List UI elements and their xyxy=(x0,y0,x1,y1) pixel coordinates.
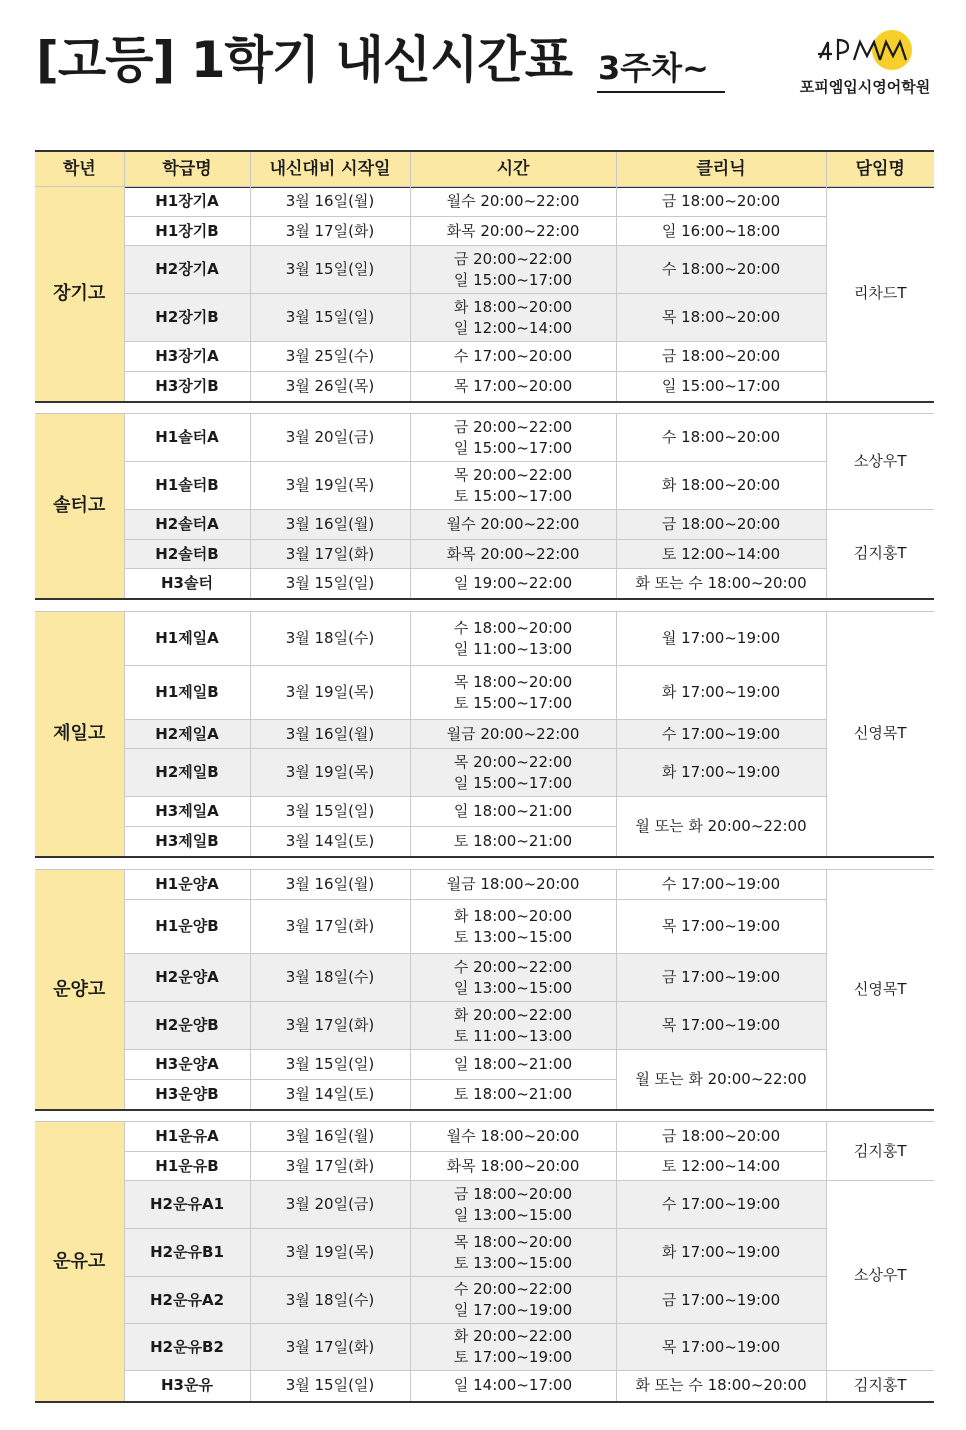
start-date: 3월 16일(월) xyxy=(250,870,410,900)
class-time xyxy=(410,1080,616,1110)
class-name: H3제일A xyxy=(124,797,250,827)
clinic-time: 수 18:00~20:00 xyxy=(616,246,826,294)
teacher-name: 김지홍T xyxy=(826,1371,934,1402)
clinic-time: 화 또는 수 18:00~20:00 xyxy=(616,1371,826,1402)
table-row xyxy=(35,1181,934,1229)
start-date: 3월 17일(화) xyxy=(250,217,410,246)
time-line: 목 20:00~22:00 xyxy=(453,752,573,771)
start-date: 3월 17일(화) xyxy=(250,1324,410,1371)
school-section xyxy=(35,611,934,858)
class-name: H1운유A xyxy=(124,1122,250,1152)
clinic-time: 수 17:00~19:00 xyxy=(616,870,826,900)
start-date: 3월 15일(일) xyxy=(250,246,410,294)
start-date: 3월 26일(목) xyxy=(250,372,410,402)
class-time xyxy=(410,1002,616,1050)
class-time xyxy=(410,954,616,1002)
time-line: 토 18:00~21:00 xyxy=(453,831,573,850)
table-row xyxy=(35,720,934,749)
time-line: 화목 20:00~22:00 xyxy=(446,544,580,563)
clinic-time: 월 또는 화 20:00~22:00 xyxy=(616,1050,826,1110)
class-name: H1장기B xyxy=(124,217,250,246)
table-row xyxy=(35,1277,934,1324)
table-row xyxy=(35,797,934,827)
time-line: 목 18:00~20:00 xyxy=(453,1232,573,1251)
time-line: 목 18:00~20:00 xyxy=(453,672,573,691)
start-date: 3월 15일(일) xyxy=(250,1371,410,1402)
col-header-start-date: 내신대비 시작일 xyxy=(250,151,410,188)
time-line: 화 20:00~22:00 xyxy=(453,1005,573,1024)
class-name: H2운유B2 xyxy=(124,1324,250,1371)
class-time xyxy=(410,797,616,827)
start-date: 3월 15일(일) xyxy=(250,569,410,599)
clinic-time: 월 또는 화 20:00~22:00 xyxy=(616,797,826,857)
clinic-time: 수 17:00~19:00 xyxy=(616,1181,826,1229)
school-name: 운유고 xyxy=(35,1122,124,1402)
table-row xyxy=(35,462,934,510)
start-date: 3월 18일(수) xyxy=(250,1277,410,1324)
time-line: 화목 18:00~20:00 xyxy=(446,1156,580,1175)
clinic-time: 토 12:00~14:00 xyxy=(616,540,826,569)
class-name: H3제일B xyxy=(124,827,250,857)
class-time xyxy=(410,462,616,510)
class-name: H1제일B xyxy=(124,666,250,720)
col-header-grade: 학년 xyxy=(35,151,124,188)
table-row xyxy=(35,1152,934,1181)
page-title: [고등] 1학기 내신시간표 xyxy=(36,31,573,89)
table-row xyxy=(35,540,934,569)
table-row xyxy=(35,666,934,720)
class-time xyxy=(410,342,616,372)
class-name: H3장기B xyxy=(124,372,250,402)
class-time xyxy=(410,827,616,857)
class-name: H2운유A2 xyxy=(124,1277,250,1324)
class-time xyxy=(410,666,616,720)
time-line: 일 14:00~17:00 xyxy=(453,1376,573,1395)
table-row xyxy=(35,1229,934,1277)
school-name: 장기고 xyxy=(35,187,124,402)
clinic-time: 화 18:00~20:00 xyxy=(616,462,826,510)
clinic-time: 금 18:00~20:00 xyxy=(616,342,826,372)
start-date: 3월 14일(토) xyxy=(250,1080,410,1110)
table-row xyxy=(35,1371,934,1402)
class-name: H3운양A xyxy=(124,1050,250,1080)
timetable-header xyxy=(35,150,934,188)
start-date: 3월 19일(목) xyxy=(250,749,410,797)
time-line: 월금 20:00~22:00 xyxy=(446,724,580,743)
time-line: 화목 20:00~22:00 xyxy=(446,221,580,240)
subtitle-underline xyxy=(597,91,725,93)
table-row xyxy=(35,294,934,342)
time-line: 일 15:00~17:00 xyxy=(453,438,573,457)
teacher-name: 김지홍T xyxy=(826,1122,934,1181)
school-name: 솔터고 xyxy=(35,414,124,599)
clinic-time: 금 18:00~20:00 xyxy=(616,1122,826,1152)
class-time xyxy=(410,294,616,342)
clinic-time: 일 15:00~17:00 xyxy=(616,372,826,402)
clinic-time: 목 17:00~19:00 xyxy=(616,1324,826,1371)
time-line: 월금 18:00~20:00 xyxy=(446,875,580,893)
start-date: 3월 18일(수) xyxy=(250,954,410,1002)
table-row xyxy=(35,342,934,372)
time-line: 토 11:00~13:00 xyxy=(453,1026,573,1045)
col-header-clinic: 클리닉 xyxy=(616,151,826,188)
class-name: H3장기A xyxy=(124,342,250,372)
table-row xyxy=(35,510,934,540)
teacher-name: 리차드T xyxy=(826,187,934,402)
time-line: 월수 18:00~20:00 xyxy=(446,1127,580,1145)
start-date: 3월 20일(금) xyxy=(250,1181,410,1229)
class-time xyxy=(410,217,616,246)
col-header-teacher: 담임명 xyxy=(826,151,934,188)
class-time xyxy=(410,569,616,599)
time-line: 토 13:00~15:00 xyxy=(453,1253,573,1272)
start-date: 3월 17일(화) xyxy=(250,540,410,569)
class-time xyxy=(410,749,616,797)
start-date: 3월 16일(월) xyxy=(250,720,410,749)
clinic-time: 화 17:00~19:00 xyxy=(616,749,826,797)
start-date: 3월 15일(일) xyxy=(250,1050,410,1080)
start-date: 3월 14일(토) xyxy=(250,827,410,857)
class-time xyxy=(410,1050,616,1080)
time-line: 일 13:00~15:00 xyxy=(453,1205,573,1224)
start-date: 3월 18일(수) xyxy=(250,612,410,666)
time-line: 일 13:00~15:00 xyxy=(453,978,573,997)
table-row xyxy=(35,1324,934,1371)
time-line: 토 18:00~21:00 xyxy=(453,1084,573,1103)
clinic-time: 금 18:00~20:00 xyxy=(616,187,826,217)
clinic-time: 목 18:00~20:00 xyxy=(616,294,826,342)
class-time xyxy=(410,510,616,540)
table-row xyxy=(35,569,934,599)
time-line: 월수 20:00~22:00 xyxy=(446,515,580,533)
table-row xyxy=(35,187,934,217)
table-row xyxy=(35,954,934,1002)
teacher-name: 소상우T xyxy=(826,1181,934,1371)
time-line: 토 13:00~15:00 xyxy=(453,927,573,946)
time-line: 일 11:00~13:00 xyxy=(453,639,573,658)
table-row xyxy=(35,612,934,666)
time-line: 일 19:00~22:00 xyxy=(453,573,573,592)
start-date: 3월 19일(목) xyxy=(250,462,410,510)
school-section xyxy=(35,413,934,600)
time-line: 일 17:00~19:00 xyxy=(453,1301,573,1319)
time-line: 목 20:00~22:00 xyxy=(453,465,573,484)
table-row xyxy=(35,870,934,900)
class-time xyxy=(410,1122,616,1152)
table-row xyxy=(35,372,934,402)
school-section xyxy=(35,186,934,403)
start-date: 3월 17일(화) xyxy=(250,900,410,954)
class-name: H2운양A xyxy=(124,954,250,1002)
start-date: 3월 16일(월) xyxy=(250,187,410,217)
class-time xyxy=(410,414,616,462)
clinic-time: 수 17:00~19:00 xyxy=(616,720,826,749)
table-row xyxy=(35,749,934,797)
clinic-time: 화 17:00~19:00 xyxy=(616,1229,826,1277)
col-header-time: 시간 xyxy=(410,151,616,188)
start-date: 3월 15일(일) xyxy=(250,294,410,342)
class-time xyxy=(410,1371,616,1402)
logo-mark-icon xyxy=(814,28,914,72)
class-name: H1솔터A xyxy=(124,414,250,462)
class-time xyxy=(410,1229,616,1277)
table-row xyxy=(35,246,934,294)
time-line: 일 18:00~21:00 xyxy=(453,802,573,820)
class-time xyxy=(410,900,616,954)
class-name: H3운양B xyxy=(124,1080,250,1110)
class-name: H3솔터 xyxy=(124,569,250,599)
start-date: 3월 19일(목) xyxy=(250,666,410,720)
time-line: 화 18:00~20:00 xyxy=(453,906,573,925)
clinic-time: 금 18:00~20:00 xyxy=(616,510,826,540)
start-date: 3월 16일(월) xyxy=(250,510,410,540)
class-time xyxy=(410,1277,616,1324)
class-time xyxy=(410,540,616,569)
time-line: 일 12:00~14:00 xyxy=(453,318,573,337)
class-name: H2제일B xyxy=(124,749,250,797)
table-row xyxy=(35,1002,934,1050)
time-line: 일 15:00~17:00 xyxy=(453,773,573,792)
class-name: H1운양B xyxy=(124,900,250,954)
time-line: 수 20:00~22:00 xyxy=(453,957,573,976)
clinic-time: 금 17:00~19:00 xyxy=(616,954,826,1002)
class-time xyxy=(410,612,616,666)
clinic-time: 토 12:00~14:00 xyxy=(616,1152,826,1181)
clinic-time: 월 17:00~19:00 xyxy=(616,612,826,666)
time-line: 금 18:00~20:00 xyxy=(453,1184,573,1203)
table-row xyxy=(35,900,934,954)
table-row xyxy=(35,217,934,246)
teacher-name: 소상우T xyxy=(826,414,934,510)
clinic-time: 화 또는 수 18:00~20:00 xyxy=(616,569,826,599)
class-name: H1운유B xyxy=(124,1152,250,1181)
class-time xyxy=(410,1181,616,1229)
class-name: H2장기B xyxy=(124,294,250,342)
class-name: H2운양B xyxy=(124,1002,250,1050)
class-name: H2솔터B xyxy=(124,540,250,569)
start-date: 3월 25일(수) xyxy=(250,342,410,372)
class-name: H1장기A xyxy=(124,187,250,217)
school-name: 운양고 xyxy=(35,870,124,1110)
clinic-time: 목 17:00~19:00 xyxy=(616,1002,826,1050)
class-time xyxy=(410,187,616,217)
school-name: 제일고 xyxy=(35,612,124,857)
time-line: 화 18:00~20:00 xyxy=(453,297,573,316)
class-time xyxy=(410,1152,616,1181)
time-line: 토 17:00~19:00 xyxy=(453,1348,573,1366)
school-section xyxy=(35,1121,934,1403)
school-section xyxy=(35,869,934,1111)
start-date: 3월 15일(일) xyxy=(250,797,410,827)
time-line: 토 15:00~17:00 xyxy=(453,486,573,505)
start-date: 3월 17일(화) xyxy=(250,1152,410,1181)
class-name: H2제일A xyxy=(124,720,250,749)
clinic-time: 일 16:00~18:00 xyxy=(616,217,826,246)
table-row xyxy=(35,1122,934,1152)
start-date: 3월 17일(화) xyxy=(250,1002,410,1050)
time-line: 화 20:00~22:00 xyxy=(453,1327,573,1345)
class-name: H2솔터A xyxy=(124,510,250,540)
class-name: H1제일A xyxy=(124,612,250,666)
class-name: H1솔터B xyxy=(124,462,250,510)
teacher-name: 신영목T xyxy=(826,612,934,857)
header-row xyxy=(35,151,934,188)
class-time xyxy=(410,246,616,294)
class-time xyxy=(410,720,616,749)
time-line: 월수 20:00~22:00 xyxy=(446,192,580,210)
time-line: 일 18:00~21:00 xyxy=(453,1055,573,1073)
teacher-name: 김지홍T xyxy=(826,510,934,599)
time-line: 일 15:00~17:00 xyxy=(453,270,573,289)
class-name: H2장기A xyxy=(124,246,250,294)
page-subtitle: 3주차~ xyxy=(598,49,709,87)
class-time xyxy=(410,372,616,402)
start-date: 3월 20일(금) xyxy=(250,414,410,462)
time-line: 수 18:00~20:00 xyxy=(453,618,573,637)
class-name: H2운유A1 xyxy=(124,1181,250,1229)
clinic-time: 목 17:00~19:00 xyxy=(616,900,826,954)
clinic-time: 화 17:00~19:00 xyxy=(616,666,826,720)
time-line: 목 17:00~20:00 xyxy=(453,376,573,395)
class-time xyxy=(410,870,616,900)
col-header-class: 학급명 xyxy=(124,151,250,188)
start-date: 3월 19일(목) xyxy=(250,1229,410,1277)
table-row xyxy=(35,1050,934,1080)
time-line: 금 20:00~22:00 xyxy=(453,417,573,436)
class-name: H1운양A xyxy=(124,870,250,900)
time-line: 토 15:00~17:00 xyxy=(453,693,573,712)
class-time xyxy=(410,1324,616,1371)
class-name: H2운유B1 xyxy=(124,1229,250,1277)
academy-logo xyxy=(790,28,940,100)
clinic-time: 금 17:00~19:00 xyxy=(616,1277,826,1324)
time-line: 수 20:00~22:00 xyxy=(453,1280,573,1298)
teacher-name: 신영목T xyxy=(826,870,934,1110)
logo-text: 포피엠입시영어학원 xyxy=(799,78,931,96)
time-line: 금 20:00~22:00 xyxy=(453,249,573,268)
time-line: 수 17:00~20:00 xyxy=(453,347,573,365)
class-name: H3운유 xyxy=(124,1371,250,1402)
table-row xyxy=(35,414,934,462)
start-date: 3월 16일(월) xyxy=(250,1122,410,1152)
clinic-time: 수 18:00~20:00 xyxy=(616,414,826,462)
